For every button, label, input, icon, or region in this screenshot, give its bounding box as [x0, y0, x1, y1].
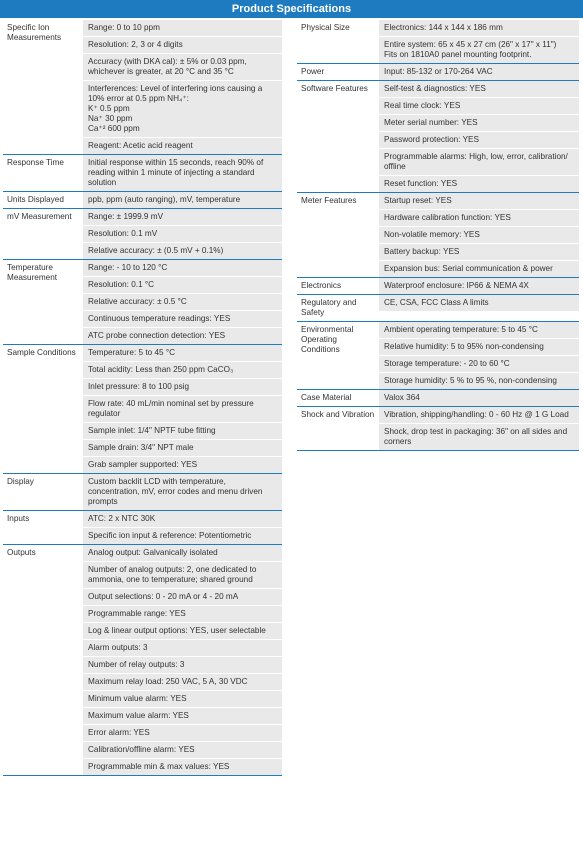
spec-text: CE, CSA, FCC Class A limits	[384, 298, 489, 307]
spec-text: Resolution: 0.1 °C	[88, 280, 155, 289]
spec-row	[83, 562, 282, 589]
spec-row	[379, 227, 579, 244]
spec-row	[379, 64, 579, 80]
spec-text: Number of analog outputs: 2, one dedicated to ammonia, one to temperature; shared ground	[88, 565, 257, 584]
spec-text: Real time clock: YES	[384, 101, 461, 110]
spec-row	[83, 362, 282, 379]
spec-row	[379, 356, 579, 373]
spec-values	[379, 64, 579, 80]
spec-values	[83, 545, 282, 775]
spec-text: Resolution: 2, 3 or 4 digits	[88, 40, 183, 49]
spec-text: Maximum relay load: 250 VAC, 5 A, 30 VDC	[88, 677, 248, 686]
spec-section-sample-conditions	[3, 345, 282, 474]
spec-text: Number of relay outputs: 3	[88, 660, 185, 669]
spec-section-meter-features	[297, 193, 579, 278]
spec-row	[83, 440, 282, 457]
spec-row	[379, 193, 579, 210]
spec-section-display	[3, 474, 282, 511]
spec-values	[83, 155, 282, 191]
spec-text: Self-test & diagnostics: YES	[384, 84, 486, 93]
spec-text: Initial response within 15 seconds, reach 90% of reading within 1 minute of injecting a standard solution	[88, 158, 264, 187]
spec-text: Sample inlet: 1/4" NPTF tube fitting	[88, 426, 216, 435]
spec-text: Specific ion input & reference: Potentiometric	[88, 531, 252, 540]
spec-row	[83, 345, 282, 362]
spec-section-regulatory-and-safety	[297, 295, 579, 322]
spec-values	[83, 260, 282, 344]
spec-row	[379, 37, 579, 63]
spec-section-power	[297, 64, 579, 81]
page-title: Product Specifications	[0, 0, 583, 18]
spec-text: Custom backlit LCD with temperature, concentration, mV, error codes and menu driven prompts	[88, 477, 263, 506]
spec-text: Storage humidity: 5 % to 95 %, non-condensing	[384, 376, 557, 385]
spec-values	[379, 20, 579, 63]
spec-text: Storage temperature: - 20 to 60 °C	[384, 359, 510, 368]
spec-text: Temperature: 5 to 45 °C	[88, 348, 176, 357]
spec-row	[379, 210, 579, 227]
spec-values	[83, 20, 282, 154]
spec-row	[379, 132, 579, 149]
spec-section-label: Specific Ion Measurements	[3, 20, 83, 154]
spec-row	[379, 390, 579, 406]
spec-text: ATC probe connection detection: YES	[88, 331, 226, 340]
spec-text: Alarm outputs: 3	[88, 643, 148, 652]
spec-row	[83, 725, 282, 742]
spec-row	[83, 606, 282, 623]
spec-text: Fits on 1810A0 panel mounting footprint.	[384, 50, 532, 59]
spec-text: Electronics: 144 x 144 x 186 mm	[384, 23, 503, 32]
spec-section-label: Display	[3, 474, 83, 510]
spec-values	[83, 209, 282, 259]
spec-column-left	[3, 20, 282, 776]
spec-values	[379, 390, 579, 406]
spec-row	[379, 115, 579, 132]
spec-row	[83, 209, 282, 226]
spec-row	[83, 37, 282, 54]
spec-section-shock-and-vibration	[297, 407, 579, 451]
spec-text: Range: - 10 to 120 °C	[88, 263, 168, 272]
spec-row	[83, 155, 282, 191]
spec-row	[379, 244, 579, 261]
spec-values	[379, 322, 579, 389]
spec-text: ppb, ppm (auto ranging), mV, temperature	[88, 195, 241, 204]
spec-text: Analog output: Galvanically isolated	[88, 548, 218, 557]
spec-row	[83, 311, 282, 328]
spec-section-environmental-operating-conditions	[297, 322, 579, 390]
spec-row	[83, 759, 282, 775]
spec-text: Accuracy (with DKA cal): ± 5% or 0.03 ppm, whichever is greater, at 20 °C and 35 °C	[88, 57, 247, 76]
spec-section-electronics	[297, 278, 579, 295]
spec-row	[83, 657, 282, 674]
spec-section-label: Electronics	[297, 278, 379, 294]
spec-row	[83, 708, 282, 725]
spec-section-physical-size	[297, 20, 579, 64]
spec-row	[83, 742, 282, 759]
spec-row	[83, 260, 282, 277]
spec-text: Valox 364	[384, 393, 420, 402]
spec-section-label: Power	[297, 64, 379, 80]
spec-text: Relative accuracy: ± 0.5 °C	[88, 297, 187, 306]
spec-row	[83, 511, 282, 528]
spec-row	[379, 407, 579, 424]
spec-row	[379, 373, 579, 389]
spec-row	[379, 20, 579, 37]
spec-section-label: Physical Size	[297, 20, 379, 63]
spec-text: Input: 85-132 or 170-264 VAC	[384, 67, 493, 76]
spec-text: Ca⁺² 600 ppm	[88, 124, 140, 133]
spec-section-label: Units Displayed	[3, 192, 83, 208]
spec-row	[83, 545, 282, 562]
spec-row	[83, 640, 282, 657]
spec-section-label: Case Material	[297, 390, 379, 406]
spec-values	[83, 511, 282, 544]
spec-text: Battery backup: YES	[384, 247, 460, 256]
spec-row	[83, 294, 282, 311]
spec-row	[379, 278, 579, 294]
spec-row	[83, 328, 282, 344]
spec-text: Calibration/offline alarm: YES	[88, 745, 195, 754]
spec-text: Programmable alarms: High, low, error, calibration/ offline	[384, 152, 568, 171]
spec-text: Range: ± 1999.9 mV	[88, 212, 164, 221]
spec-text: Maximum value alarm: YES	[88, 711, 189, 720]
spec-text: Hardware calibration function: YES	[384, 213, 511, 222]
spec-row	[83, 138, 282, 154]
spec-section-specific-ion-measurements	[3, 20, 282, 155]
spec-row	[379, 176, 579, 192]
spec-text: Error alarm: YES	[88, 728, 150, 737]
spec-text: Na⁺ 30 ppm	[88, 114, 133, 123]
spec-text: Resolution: 0.1 mV	[88, 229, 158, 238]
spec-section-label: Software Features	[297, 81, 379, 192]
spec-row	[83, 528, 282, 544]
spec-row	[83, 81, 282, 138]
spec-text: Output selections: 0 - 20 mA or 4 - 20 mA	[88, 592, 239, 601]
spec-section-software-features	[297, 81, 579, 193]
spec-row	[83, 243, 282, 259]
spec-text: Startup reset: YES	[384, 196, 452, 205]
spec-values	[83, 345, 282, 473]
spec-text: K⁺ 0.5 ppm	[88, 104, 130, 113]
spec-values	[379, 278, 579, 294]
spec-section-outputs	[3, 545, 282, 776]
spec-text: Grab sampler supported: YES	[88, 460, 198, 469]
spec-text: Shock, drop test in packaging: 36" on all sides and corners	[384, 427, 568, 446]
spec-section-label: Meter Features	[297, 193, 379, 277]
spec-row	[83, 691, 282, 708]
spec-text: Inlet pressure: 8 to 100 psig	[88, 382, 190, 391]
spec-section-label: Temperature Measurement	[3, 260, 83, 344]
spec-row	[379, 261, 579, 277]
spec-text: Entire system: 65 x 45 x 27 cm (26" x 17" x 11")	[384, 40, 557, 49]
spec-values	[83, 192, 282, 208]
spec-text: Relative accuracy: ± (0.5 mV + 0.1%)	[88, 246, 224, 255]
spec-row	[83, 192, 282, 208]
spec-row	[83, 20, 282, 37]
spec-row	[379, 98, 579, 115]
spec-text: Minimum value alarm: YES	[88, 694, 187, 703]
spec-text: Log & linear output options: YES, user selectable	[88, 626, 266, 635]
spec-row	[379, 339, 579, 356]
spec-text: Interferences: Level of interfering ions causing a 10% error at 0.5 ppm NH₄⁺:	[88, 84, 263, 103]
spec-section-label: Outputs	[3, 545, 83, 775]
spec-text: Waterproof enclosure: IP66 & NEMA 4X	[384, 281, 529, 290]
spec-text: Vibration, shipping/handling: 0 - 60 Hz @ 1 G Load	[384, 410, 569, 419]
spec-row	[83, 589, 282, 606]
spec-row	[83, 277, 282, 294]
spec-section-temperature-measurement	[3, 260, 282, 345]
spec-column-right	[297, 20, 579, 451]
spec-text: Programmable min & max values: YES	[88, 762, 230, 771]
spec-section-units-displayed	[3, 192, 282, 209]
spec-row	[83, 474, 282, 510]
spec-text: Meter serial number: YES	[384, 118, 478, 127]
spec-section-response-time	[3, 155, 282, 192]
spec-text: Relative humidity: 5 to 95% non-condensing	[384, 342, 544, 351]
spec-section-label: Inputs	[3, 511, 83, 544]
spec-row	[83, 457, 282, 473]
spec-text: Continuous temperature readings: YES	[88, 314, 231, 323]
spec-values	[379, 193, 579, 277]
spec-values	[83, 474, 282, 510]
spec-section-case-material	[297, 390, 579, 407]
spec-section-label: Regulatory and Safety	[297, 295, 379, 321]
spec-text: Sample drain: 3/4" NPT male	[88, 443, 194, 452]
spec-row	[379, 424, 579, 450]
spec-row	[379, 81, 579, 98]
spec-row	[379, 149, 579, 176]
spec-section-label: mV Measurement	[3, 209, 83, 259]
spec-row	[83, 226, 282, 243]
spec-section-label: Response Time	[3, 155, 83, 191]
spec-section-label: Shock and Vibration	[297, 407, 379, 450]
spec-text: Reagent: Acetic acid reagent	[88, 141, 193, 150]
spec-row	[379, 295, 579, 311]
spec-section-label: Environmental Operating Conditions	[297, 322, 379, 389]
spec-text: Programmable range: YES	[88, 609, 186, 618]
spec-values	[379, 295, 579, 321]
spec-row	[83, 379, 282, 396]
spec-text: Total acidity: Less than 250 ppm CaCO₃	[88, 365, 234, 374]
spec-row	[379, 322, 579, 339]
spec-text: Flow rate: 40 mL/min nominal set by pressure regulator	[88, 399, 254, 418]
spec-row	[83, 423, 282, 440]
spec-text: Password protection: YES	[384, 135, 479, 144]
spec-section-label: Sample Conditions	[3, 345, 83, 473]
spec-text: Range: 0 to 10 ppm	[88, 23, 160, 32]
spec-row	[83, 54, 282, 81]
spec-text: Reset function: YES	[384, 179, 458, 188]
spec-text: Expansion bus: Serial communication & power	[384, 264, 553, 273]
spec-section-inputs	[3, 511, 282, 545]
spec-text: Non-volatile memory: YES	[384, 230, 480, 239]
spec-section-mv-measurement	[3, 209, 282, 260]
spec-row	[83, 396, 282, 423]
spec-values	[379, 407, 579, 450]
spec-row	[83, 674, 282, 691]
spec-values	[379, 81, 579, 192]
spec-row	[83, 623, 282, 640]
spec-text: Ambient operating temperature: 5 to 45 °C	[384, 325, 538, 334]
spec-text: ATC: 2 x NTC 30K	[88, 514, 156, 523]
